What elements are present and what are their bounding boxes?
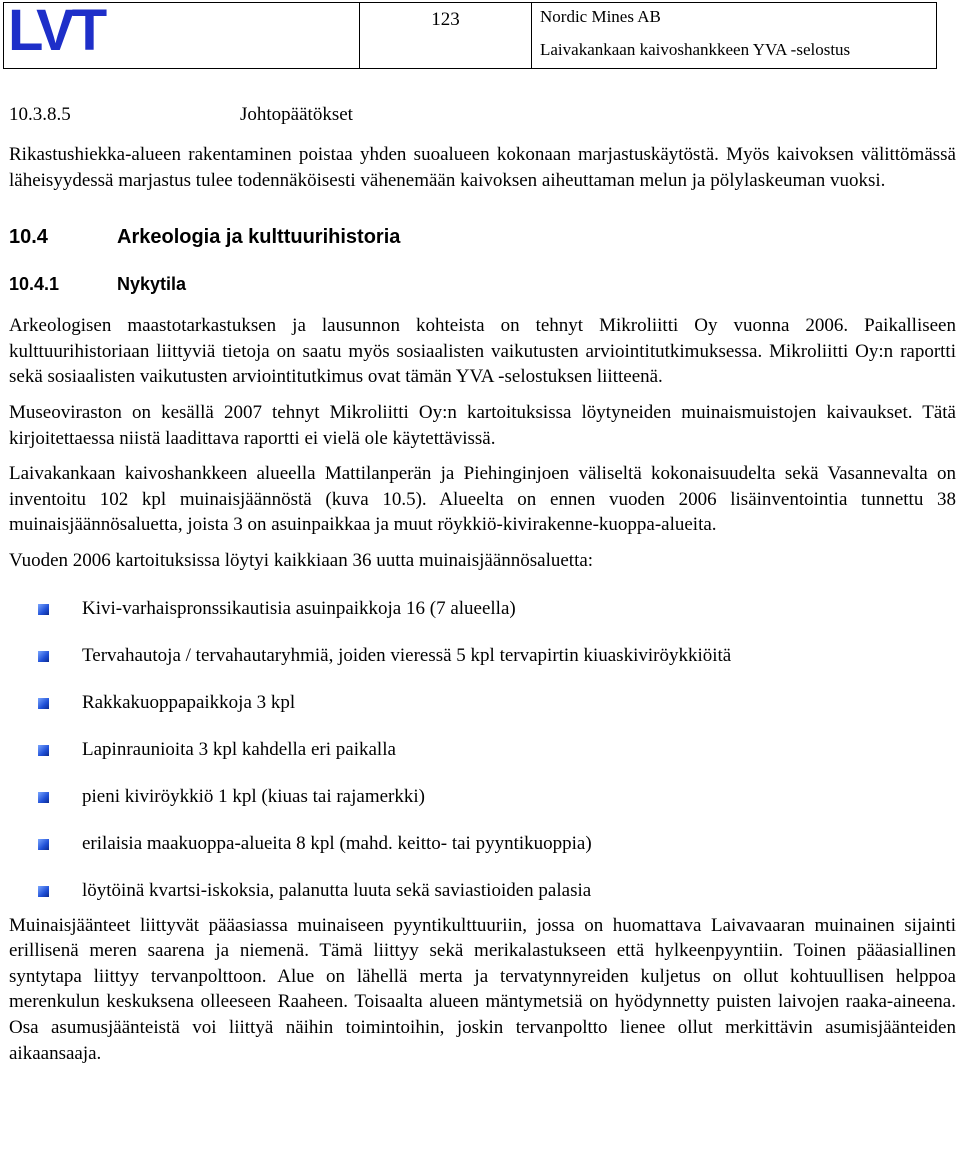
- list-item: [9, 597, 956, 644]
- lvt-logo-text: LVT: [8, 5, 105, 55]
- logo-cell: [4, 3, 360, 68]
- paragraph: Museoviraston on kesällä 2007 tehnyt Mikroliitti Oy:n kartoituksissa löytyneiden muinaismuistojen kaivaukset. Tätä kirjoitettaessa niistä laadittava raportti ei vielä ole käytettävissä.: [9, 401, 956, 449]
- list-item-text: Lapinraunioita 3 kpl kahdella eri paikalla: [82, 738, 396, 760]
- list-item-text: Tervahautoja / tervahautaryhmiä, joiden vieressä 5 kpl tervapirtin kiuaskiviröykkiöitä: [82, 644, 732, 666]
- company-name: Nordic Mines AB: [540, 7, 661, 26]
- list-item: [9, 785, 956, 832]
- bullet-icon: [38, 651, 49, 662]
- subsection-title: Nykytila: [117, 274, 187, 295]
- section-heading: [9, 226, 956, 249]
- section-number: 10.4: [9, 226, 48, 249]
- list-item-text: Kivi-varhaispronssikautisia asuinpaikkoja 16 (7 alueella): [82, 597, 516, 619]
- bullet-icon: [38, 839, 49, 850]
- header-info: [532, 3, 936, 68]
- page-header: [3, 2, 937, 69]
- list-item: [9, 879, 956, 913]
- list-item: [9, 644, 956, 691]
- list-item: [9, 738, 956, 785]
- subsection-heading: [9, 100, 956, 130]
- bullet-icon: [38, 604, 49, 615]
- list-item-text: erilaisia maakuoppa-alueita 8 kpl (mahd. keitto- tai pyyntikuoppia): [82, 832, 592, 854]
- subsection-title: Johtopäätökset: [240, 104, 353, 125]
- paragraph: Laivakankaan kaivoshankkeen alueella Mattilanperän ja Piehinginjoen väliseltä kokonaisuudelta sekä Vasannevalta on inventoitu 102 kpl muinaisjäännöstä (kuva 10.5). Alueelta on ennen vuoden 2006 lisäinventointia tunnettu 38 muinaisjäännösaluetta, joista 3 on asuinpaikkaa ja muut röykkiö-kivirakenne-kuoppa-alueita.: [9, 463, 956, 536]
- list-item-text: pieni kiviröykkiö 1 kpl (kiuas tai rajamerkki): [82, 785, 425, 807]
- subsection-number: 10.3.8.5: [9, 104, 71, 125]
- closing-paragraph: Muinaisjäänteet liittyvät pääasiassa muinaiseen pyyntikulttuuriin, jossa on huomattava Laivavaaran muinainen sijainti erillisenä meren saarena ja niemenä. Tämä liittyy sekä merikalastukseen että hylkeenpyyntiin. Toinen pääasiallinen syntytapa liittyy tervanpolttoon. Alue on lähellä merta ja tervatynnyreiden kuljetus on ollut kohtuullisen helppoa merenkulun keskuksena olleeseen Raaheen. Toisaalta alueen mäntymetsiä on hyödynnetty puisten laivojen raaka-aineena. Osa asumusjäänteistä voi liittyä näihin toimintoihin, joskin tervanpoltto lienee ollut merkittävin asumisjäänteiden aikaansaaja.: [9, 914, 956, 1064]
- list-item: [9, 832, 956, 879]
- list-item-text: löytöinä kvartsi-iskoksia, palanutta luuta sekä saviastioiden palasia: [82, 879, 592, 901]
- list-item: [9, 691, 956, 738]
- section-title: Arkeologia ja kulttuurihistoria: [117, 226, 401, 249]
- page-number: 123: [360, 3, 532, 68]
- paragraph: Vuoden 2006 kartoituksissa löytyi kaikkiaan 36 uutta muinaisjäännösaluetta:: [9, 549, 594, 571]
- bullet-icon: [38, 698, 49, 709]
- lvt-logo: [8, 5, 138, 55]
- document-body: [9, 100, 956, 1066]
- paragraph: Arkeologisen maastotarkastuksen ja lausunnon kohteista on tehnyt Mikroliitti Oy vuonna 2006. Paikalliseen kulttuurihistoriaan liittyviä tietoja on saatu myös sosiaalisten vaikutusten arviointitutkimuksessa. Mikroliitti Oy:n raportti sekä sosiaalisten vaikutusten arviointitutkimus ovat tämän YVA -selostuksen liitteenä.: [9, 315, 956, 388]
- bullet-icon: [38, 745, 49, 756]
- document-title: Laivakankaan kaivoshankkeen YVA -selostus: [540, 40, 851, 59]
- subsection-heading-nykytila: [9, 274, 956, 295]
- subsection-number: 10.4.1: [9, 274, 60, 295]
- findings-list: [9, 597, 956, 913]
- list-item-text: Rakkakuoppapaikkoja 3 kpl: [82, 691, 296, 713]
- bullet-icon: [38, 792, 49, 803]
- conclusion-paragraph: Rikastushiekka-alueen rakentaminen poistaa yhden suoalueen kokonaan marjastuskäytöstä. Myös kaivoksen välittömässä läheisyydessä marjastus tulee todennäköisesti vähenemään kaivoksen aiheuttaman melun ja pölylaskeuman vuoksi.: [9, 144, 956, 191]
- bullet-icon: [38, 886, 49, 897]
